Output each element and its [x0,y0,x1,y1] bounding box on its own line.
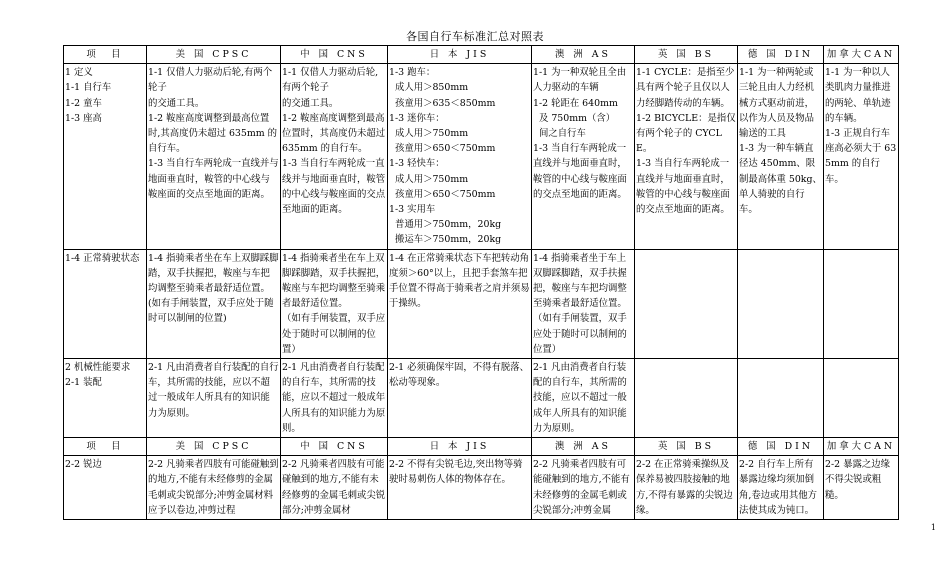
header-usa-cpsc: 美 国 CPSC [147,438,281,456]
standards-table [63,45,899,520]
header-china-cns: 中 国 CNS [281,438,388,456]
page-title: 各国自行车标准汇总对照表 [406,30,544,43]
page-number: 1 [930,523,936,532]
header-australia-as: 澳 洲 AS [532,46,635,64]
table-cell: 1-1 仅借人力驱动后轮,有两个轮子 的交通工具。 1-2 鞍座高度调整到最高位置时,其高度仍未超过 635mm 的自行车。 1-3 当自行车两轮成一直线并与地面垂直时，鞍管的中心线与鞍座面的交点至地面的距离。 [147,64,281,249]
table-cell [738,359,824,438]
table-cell: 2-1 凡由消费者自行装配的自行车，其所需的技能，应以不超过一般成年人所具有的知识能力为原则。 [532,359,635,438]
table-cell [635,249,738,358]
table-cell [738,249,824,358]
header-japan-jis: 日 本 JIS [388,438,532,456]
header-uk-bs: 英 国 BS [635,438,738,456]
table-row [64,359,899,438]
table-cell: 2-2 暴露之边缘不得尖锐或粗糙。 [824,456,899,520]
table-cell: 2-1 必须确保牢固，不得有脱落、松动等现象。 [388,359,532,438]
row-label: 1 定义 1-1 自行车 1-2 童车 1-3 座高 [64,64,147,249]
row-label: 2-2 锐边 [64,456,147,520]
header-uk-bs: 英 国 BS [635,46,738,64]
row-label: 1-4 正常骑驶状态 [64,249,147,358]
header-row-repeat [64,438,899,456]
table-cell: 1-4 指骑乘者坐在车上双脚踩脚踏，双手扶握把，鞍座与车把均调整至骑乘者最舒适位置。(如有手闸装置，双手应处于随时可以制闸的位置) [147,249,281,358]
table-cell: 1-3 跑车： 成人用＞850mm 孩童用＞635＜850mm 1-3 迷你车： 成人用＞750mm 孩童用＞650＜750mm 1-3 轻快车： 成人用＞750mm 孩童用＞650＜750mm 1-3 实用车 普通用＞750mm，20kg 搬运车＞750mm，20kg [388,64,532,249]
table-cell: 1-1 为一种两轮或三轮且由人力经机械方式驱动前进，以作为人员及物品输送的工具 1-3 为一种车辆直径达 450mm、限制最高体重 50kg、单人骑驶的自行车。 [738,64,824,249]
header-canada-can: 加拿大CAN [824,438,899,456]
table-cell: 2-1 凡由消费者自行装配的自行车，其所需的技能，应以不超过一般成年人所具有的知识能力为原则。 [147,359,281,438]
table-cell: 2-2 凡骑乘者四肢有可能碰触到的地方,不能有未经修剪的金属毛刺或尖锐部分;冲剪金属材 [281,456,388,520]
header-china-cns: 中 国 CNS [281,46,388,64]
header-japan-jis: 日 本 JIS [388,46,532,64]
table-cell [824,359,899,438]
table-cell: 1-1 仅借人力驱动后轮,有两个轮子 的交通工具。 1-2 鞍座高度调整到最高位置时，其高度仍未超过635mm 的自行车。 1-3 当自行车两轮成一直线并与地面垂直时，鞍管的中心线与鞍座面的交点至地面的距离。 [281,64,388,249]
table-row [64,456,899,520]
table-cell: 1-4 指骑乘者坐在车上双脚踩脚踏，双手扶握把，鞍座与车把均调整至骑乘者最舒适位置。 （如有手闸装置，双手应处于随时可以制闸的位置） [281,249,388,358]
header-usa-cpsc: 美 国 CPSC [147,46,281,64]
header-item: 项 目 [64,46,147,64]
header-item: 项 目 [64,438,147,456]
table-cell [635,359,738,438]
table-cell: 1-1 CYCLE：是指至少具有两个轮子且仅以人力经脚踏传动的车辆。 1-2 BICYCLE：是指仅有两个轮子的 CYCLE。 1-3 当自行车两轮成一直线并与地面垂直时，鞍管的中心线与鞍座面的交点至地面的距离。 [635,64,738,249]
table-cell: 2-2 在正常骑乘操纵及保养易被四肢接触的地方,不得有暴露的尖锐边缘。 [635,456,738,520]
table-cell: 2-2 凡骑乘者四肢有可能碰触到的地方,不能有未经修剪的金属毛刺或尖锐部分;冲剪金属材料应予以卷边,冲剪过程 [147,456,281,520]
header-australia-as: 澳 洲 AS [532,438,635,456]
table-cell: 2-2 不得有尖锐毛边,突出物等骑驶时易刺伤人体的物体存在。 [388,456,532,520]
table-row [64,64,899,249]
header-row [64,46,899,64]
table-cell [824,249,899,358]
header-germany-din: 德 国 DIN [738,46,824,64]
table-cell: 2-2 凡骑乘者四肢有可能碰触到的地方,不能有未经修剪的金属毛刺或尖锐部分;冲剪金属 [532,456,635,520]
header-germany-din: 德 国 DIN [738,438,824,456]
row-label: 2 机械性能要求 2-1 装配 [64,359,147,438]
table-cell: 2-2 自行车上所有暴露边缘均须加倒角,卷边或用其他方法使其成为钝口。 [738,456,824,520]
header-canada-can: 加拿大CAN [824,46,899,64]
table-cell: 1-1 为一种以人类肌肉力量推进的两轮、单轨迹的车辆。 1-3 正规自行车座高必须大于 635mm 的自行车。 [824,64,899,249]
table-row [64,249,899,358]
table-cell: 2-1 凡由消费者自行装配的自行车，其所需的技能，应以不超过一般成年人所具有的知识能力为原则。 [281,359,388,438]
table-cell: 1-4 指骑乘者坐于车上双脚踩脚踏，双手扶握把，鞍座与车把均调整至骑乘者最舒适位置。（如有手闸装置，双手应处于随时可以制闸的位置） [532,249,635,358]
table-cell: 1-1 为一种双轮且全由人力驱动的车辆 1-2 轮距在 640mm 及 750mm（含） 间之自行车 1-3 当自行车两轮成一直线并与地面垂直时，鞍管的中心线与鞍座面的交点至地面的距离。 [532,64,635,249]
table-cell: 1-4 在正常骑乘状态下车把转动角度须＞60°以上，且把手套煞车把手位置不得高于骑乘者之肩并须易于操纵。 [388,249,532,358]
